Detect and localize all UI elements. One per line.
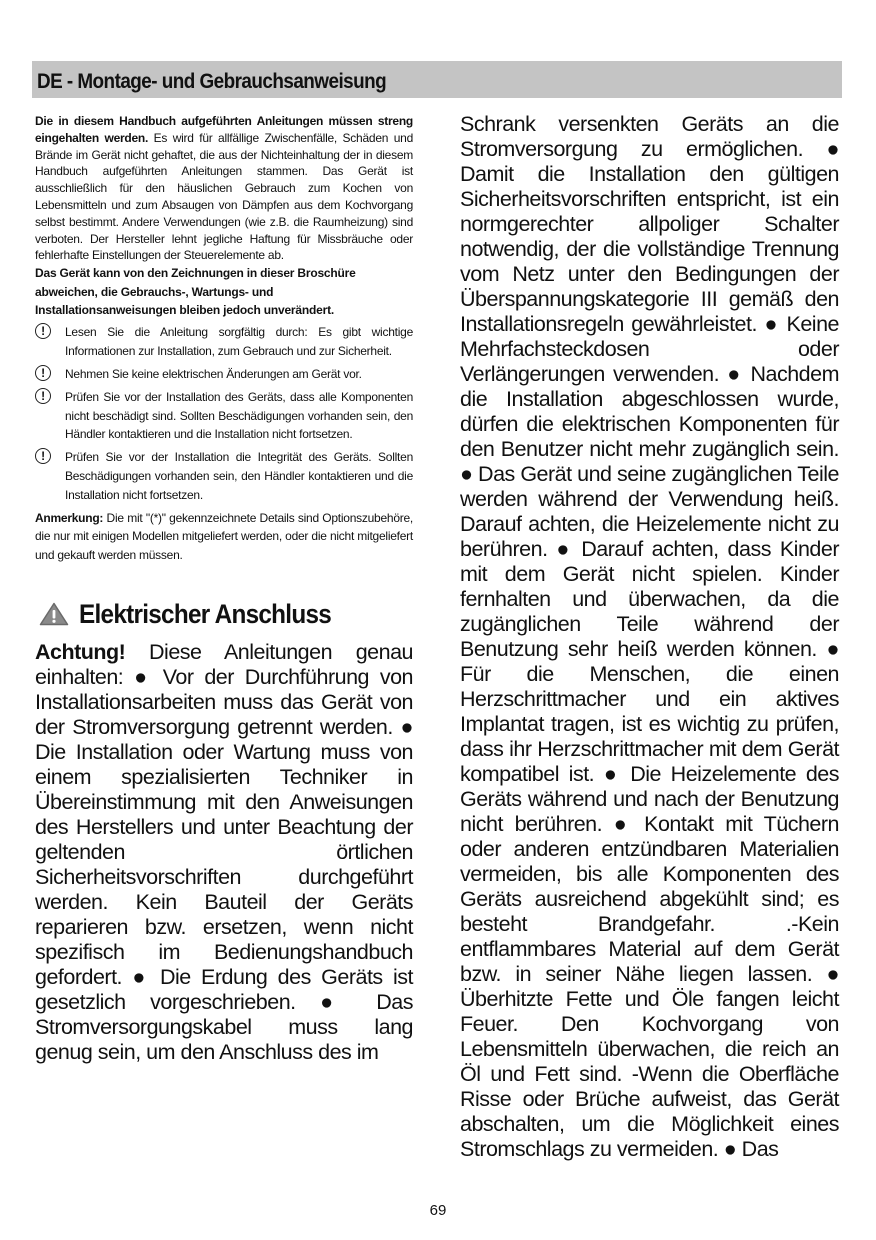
section-body-left: Diese Anleitungen genau einhalten: ● Vor der Durchführung von Installationsarbeiten muss das Gerät von der Stromversorgung getrennt werden. ● Die Installation oder Wartung muss von einem spezialisierten Techniker in Übereinstimmung mit den Anweisungen des Herstellers und unter Beachtung der geltenden örtlichen Sicherheitsvorschriften durchgeführt werden. Kein Bauteil der Geräts reparieren bzw. ersetzen, wenn nicht spezifisch im Bedienungshandbuch gefordert. ● Die Erdung des Geräts ist gesetzlich vorgeschrieben. ● Das Stromversorgungskabel muss lang genug sein, um den Anschluss des im (35, 639, 413, 1064)
page-title: DE - Montage- und Gebrauchsanweisung (37, 70, 387, 93)
warning-item (35, 448, 413, 504)
left-column (35, 113, 413, 1065)
section-title: Elektrischer Anschluss (79, 598, 332, 629)
page-number: 69 (429, 1202, 447, 1219)
intro-bold: Die in diesem Handbuch aufgeführten Anleitungen müssen streng eingehalten werden. (35, 114, 413, 145)
right-column (460, 112, 839, 1162)
warning-item (35, 365, 413, 384)
warning-text: Prüfen Sie vor der Installation des Geräts, dass alle Komponenten nicht beschädigt sind. Sollten Beschädigungen vorhanden sein, den Händler kontaktieren und die Installation nicht fortsetzen. (65, 389, 413, 442)
drawing-notice: Das Gerät kann von den Zeichnungen in dieser Broschüre abweichen, die Gebrauchs-, Wartungs- und Installationsanweisungen bleiben jedoch unverändert. (35, 266, 356, 317)
section-heading (35, 599, 413, 630)
exclamation-circle-icon: ! (35, 365, 51, 381)
note-paragraph (35, 509, 413, 565)
exclamation-circle-icon: ! (35, 448, 51, 464)
warning-text: Prüfen Sie vor der Installation die Integrität des Geräts. Sollten Beschädigungen vorhanden sein, den Händler kontaktieren und die Installation nicht fortsetzen. (65, 450, 413, 502)
header-bar (32, 61, 842, 98)
intro-text: Es wird für allfällige Zwischenfälle, Schäden und Brände im Gerät nicht gehaftet, die aus der Nichteinhaltung der in diesem Handbuch aufgeführten Anleitungen stammen. Das Gerät ist ausschließlich für den häuslichen Gebrauch zum Kochen von Lebensmitteln und zum Absaugen von Dämpfen aus dem Kochvorgang selbst bestimmt. Andere Verwendungen (wie z.B. die Raumheizung) sind verboten. Der Hersteller lehnt jegliche Haftung für Missbräuche oder fehlerhafte Einstellungen der Steuerelemente ab. (35, 130, 413, 263)
intro-paragraph (35, 113, 413, 264)
note-text: Die mit "(*)" gekennzeichnete Details sind Optionszubehöre, die nur mit einigen Modellen mitgeliefert werden, oder die nicht mitgeliefert und gekauft werden müssen. (35, 510, 413, 563)
warning-triangle-icon (39, 602, 69, 626)
warning-item (35, 323, 413, 361)
exclamation-circle-icon: ! (35, 388, 51, 404)
section-text-left (35, 640, 413, 1065)
warning-text: Lesen Sie die Anleitung sorgfältig durch: Es gibt wichtige Informationen zur Installation, zum Gebrauch und zur Sicherheit. (65, 325, 413, 359)
exclamation-circle-icon: ! (35, 323, 51, 339)
section-lead: Achtung! (35, 639, 126, 664)
section-text-right: Schrank versenkten Geräts an die Stromversorgung zu ermöglichen. ● Damit die Installation den gültigen Sicherheitsvorschriften entspricht, ist ein normgerechter allpoliger Schalter notwendig, der die vollständige Trennung vom Netz unter den Bedingungen der Überspannungskategorie III gemäß den Installationsregeln gewährleistet. ● Keine Mehrfachsteckdosen oder Verlängerungen verwenden. ● Nachdem die Installation abgeschlossen wurde, dürfen die elektrischen Komponenten für den Benutzer nicht mehr zugänglich sein. ● Das Gerät und seine zugänglichen Teile werden während der Verwendung heiß. Darauf achten, die Heizelemente nicht zu berühren. ● Darauf achten, dass Kinder mit dem Gerät nicht spielen. Kinder fernhalten und überwachen, da die zugänglichen Teile während der Benutzung sehr heiß werden können. ● Für die Menschen, die einen Herzschrittmacher und ein aktives Implantat tragen, ist es wichtig zu prüfen, dass ihr Herzschrittmacher mit dem Gerät kompatibel ist. ● Die Heizelemente des Geräts während und nach der Benutzung nicht berühren. ● Kontakt mit Tüchern oder anderen entzündbaren Materialien vermeiden, bis alle Komponenten des Geräts ausreichend abgekühlt sind; es besteht Brandgefahr. .-Kein entflammbares Material auf dem Gerät bzw. in seiner Nähe liegen lassen. ● Überhitzte Fette und Öle fangen leicht Feuer. Den Kochvorgang von Lebensmitteln überwachen, die reich an Öl und Fett sind. -Wenn die Oberfläche Risse oder Brüche aufweist, das Gerät abschalten, um die Möglichkeit eines Stromschlags zu vermeiden. ● Das (460, 112, 839, 1161)
warning-text: Nehmen Sie keine elektrischen Änderungen am Gerät vor. (65, 366, 362, 381)
note-label: Anmerkung: (35, 510, 104, 525)
warning-item (35, 388, 413, 444)
